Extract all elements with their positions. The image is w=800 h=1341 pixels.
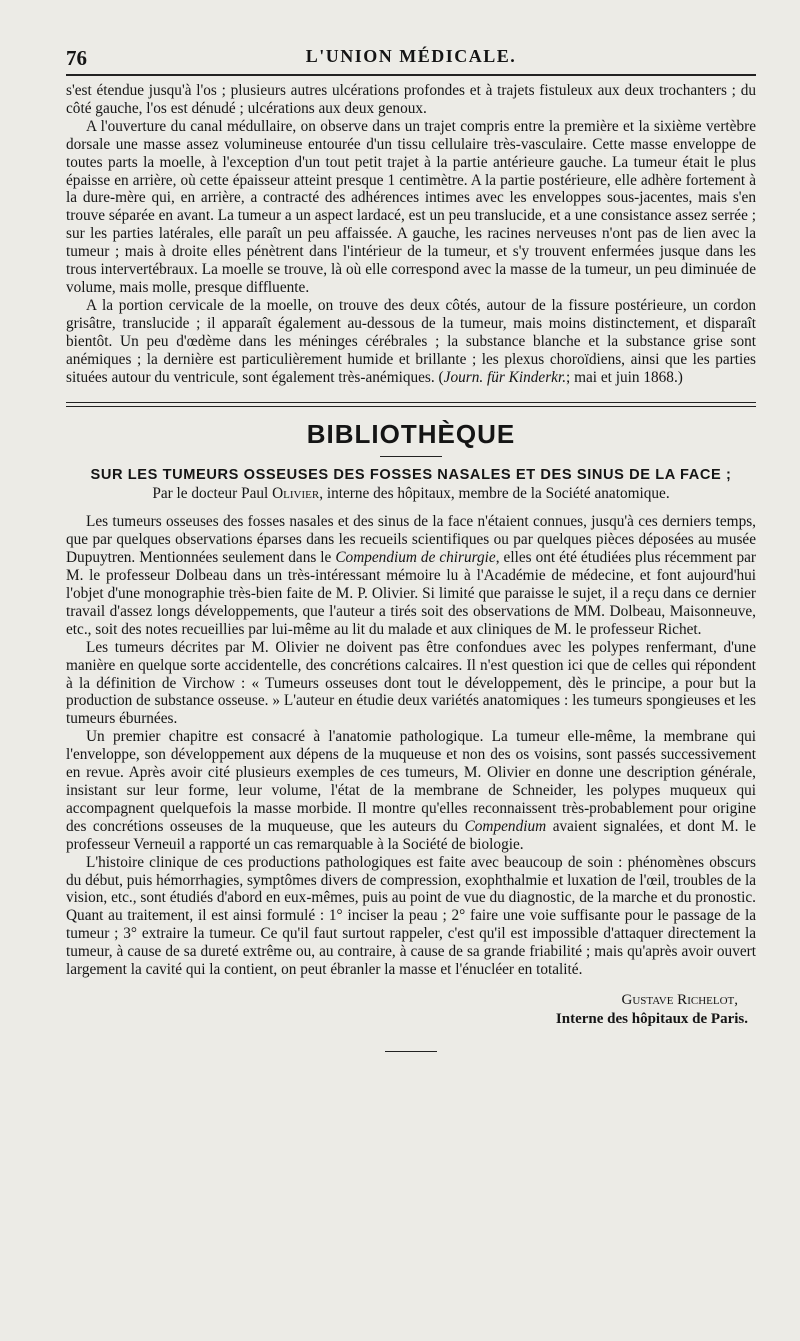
- article-text: avaient signalées, et dont M. le professeur Verneuil a rapporté un cas remarquable à la Société de biologie.: [66, 817, 756, 853]
- article-italic-title: Compendium de chirurgie: [335, 549, 496, 567]
- signature-name: Gustave Richelot,: [621, 991, 738, 1008]
- article-title: SUR LES TUMEURS OSSEUSES DES FOSSES NASALES ET DES SINUS DE LA FACE ;: [90, 467, 732, 484]
- case-report-paragraph-final: [66, 297, 756, 387]
- byline-suffix: , interne des hôpitaux, membre de la Société anatomique.: [319, 485, 670, 503]
- signature-role: Interne des hôpitaux de Paris.: [555, 1010, 748, 1027]
- article-paragraph: Les tumeurs décrites par M. Olivier ne doivent pas être confondues avec les polypes renfermant, d'une manière en quelque sorte accidentelle, des concrétions calcaires. Il n'est question ici que de celles qui répondent à la définition de Virchow : « Tumeurs osseuses dont tout le développement, dès le principe, a pour but la production de substance osseuse. » L'auteur en étudie deux variétés anatomiques : les tumeurs spongieuses et les tumeurs éburnées.: [66, 638, 756, 728]
- article-paragraph: [66, 513, 756, 638]
- article-signature: [66, 991, 756, 1029]
- end-rule: [385, 1051, 437, 1052]
- article-italic-title: Compendium: [464, 817, 547, 835]
- article-paragraph: [66, 728, 756, 853]
- case-report-paragraph: A l'ouverture du canal médullaire, on observe dans un trajet compris entre la première et la sixième vertèbre dorsale une masse assez volumineuse entourée d'un tissu cellulaire très-vasculaire. Cette masse enveloppe de toutes parts la moelle, à l'exception d'un tout petit trajet à la partie antérieure gauche. La tumeur était le plus épaisse en arrière, où cette épaisseur atteint presque 1 centimètre. A la partie postérieure, elle adhère fortement à la dure-mère qui, en arrière, a contracté des adhérences intimes avec les enveloppes sous-jacentes, mais s'en trouve séparée en avant. La tumeur a un aspect lardacé, est un peu translucide, et a une consistance assez serrée ; sur les parties latérales, elle paraît un peu affaissée. A gauche, les racines nerveuses n'ont pas de lien avec la tumeur ; mais à droite elles pénètrent dans l'intérieur de la tumeur, et s'y trouvent enfermées jusque dans les trous intervertébraux. La moelle se trouve, là où elle correspond avec la masse de la tumeur, un peu diminuée de volume, mais molle, presque diffluente.: [66, 117, 756, 296]
- running-title: L'UNION MÉDICALE.: [305, 46, 517, 66]
- citation-open: (: [438, 368, 444, 386]
- article-text: , elles ont été étudiées plus récemment par M. le professeur Dolbeau dans un très-intéressant mémoire lu à l'Académie de médecine, et font aujourd'hui l'objet d'une monographie très-bien faite de M. P. Olivier. Si limité que paraisse le sujet, il a reçu dans ce dernier travail d'assez longs développements, que l'auteur a tirés soit des observations de MM. Dolbeau, Maisonneuve, etc., soit des notes recueillies par lui-même au lit du malade et aux cliniques de M. le professeur Richet.: [66, 549, 757, 638]
- case-report-paragraph: s'est étendue jusqu'à l'os ; plusieurs autres ulcérations profondes et à trajets fistuleux aux deux trochanters ; du côté gauche, l'os est dénudé ; ulcérations aux deux genoux.: [66, 82, 756, 117]
- article-text: Les tumeurs osseuses des fosses nasales et des sinus de la face n'étaient connues, jusqu'à ces derniers temps, que par quelques observations éparses dans les recueils scientifiques ou par quelques pièces déposées au musée Dupuytren. Mentionnées seulement dans le: [66, 513, 756, 567]
- header-rule: [66, 74, 756, 76]
- citation-rest: ; mai et juin 1868.): [566, 368, 683, 386]
- page-header: [66, 38, 756, 74]
- case-report: [66, 82, 756, 386]
- byline-prefix: Par le docteur Paul: [152, 485, 269, 503]
- article-text: Un premier chapitre est consacré à l'anatomie pathologique. La tumeur elle-même, la membrane qui l'enveloppe, son développement aux dépens de la muqueuse et non des os voisins, sont passés successivement en revue. Après avoir cité plusieurs exemples de ces tumeurs, M. Olivier en donne une description générale, insistant sur leur forme, leur volume, l'état de la membrane de Schneider, les polypes muqueux qui accompagnent quelquefois la masse morbide. Il montre qu'elles reconnaissent très-probablement pour origine des concrétions osseuses de la muqueuse, que les auteurs du: [66, 728, 756, 835]
- article-paragraph: L'histoire clinique de ces productions pathologiques est faite avec beaucoup de soin : phénomènes obscurs du début, puis hémorrhagies, symptômes divers de compression, exophthalmie et luxation de l'œil, troubles de la vision, etc., sont étudiés d'abord en eux-mêmes, puis au point de vue du diagnostic, de la marche et du pronostic. Quant au traitement, il est ainsi formulé : 1° inciser la peau ; 2° faire une voie suffisante pour le passage de la tumeur ; 3° extraire la tumeur. Ce qu'il faut surtout rappeler, c'est qu'il est impossible d'attaquer directement la tumeur, à cause de sa dureté extrême ou, au contraire, à cause de sa grande friabilité ; mais qu'après avoir ouvert largement la cavité qui la contient, on peut ébranler la masse et l'énucléer en totalité.: [66, 853, 756, 979]
- section-title: BIBLIOTHÈQUE: [306, 419, 516, 450]
- section-short-rule: [380, 456, 442, 457]
- page-number: 76: [66, 46, 87, 70]
- citation-journal: Journ. für Kinderkr.: [443, 368, 567, 386]
- case-report-paragraph-text: A la portion cervicale de la moelle, on trouve des deux côtés, autour de la fissure postérieure, un cordon grisâtre, translucide ; il apparaît également au-dessous de la tumeur, mais moins distinctement, et disparaît bientôt. Un peu d'œdème dans les méninges cérébrales ; la substance blanche et la substance grise sont anémiques ; la dernière est particulièrement humide et brillante ; les plexus choroïdiens, ainsi que les parties situées autour du ventricule, sont également très-anémiques.: [66, 296, 756, 386]
- byline-author: Olivier: [272, 485, 320, 503]
- article-body: [66, 513, 756, 979]
- section-double-rule: [66, 402, 756, 407]
- article-byline: [66, 485, 756, 503]
